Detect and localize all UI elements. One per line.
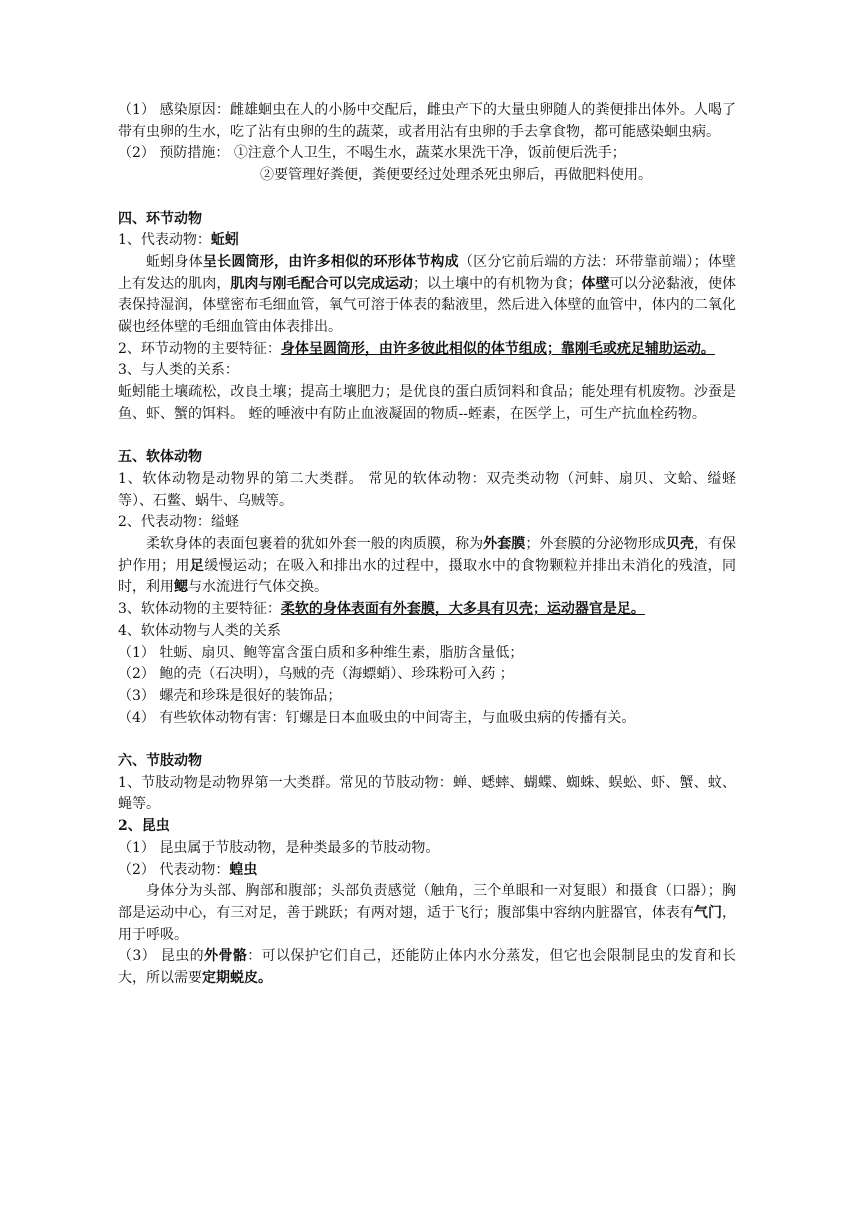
annelid-desc-t1: 蚯蚓身体 bbox=[146, 253, 203, 270]
annelid-feature-text: 身体呈圆筒形，由许多彼此相似的体节组成；靠刚毛或疣足辅助运动。 bbox=[280, 340, 715, 357]
exoskeleton-desc-b2: 定期蜕皮。 bbox=[202, 970, 272, 987]
annelid-desc-t4: ；以土壤中的有机物为食； bbox=[412, 275, 582, 292]
insect-item2 bbox=[118, 860, 736, 882]
roundworm-cause bbox=[118, 100, 736, 143]
annelid-desc-t5: 可以分泌黏液，使体表保持湿润，体壁密布毛细血管，氧气可溶于体表的黏液里，然后进入体壁的血管中，体内的二氧化碳也经体壁的毛细血管由体表排出。 bbox=[118, 275, 737, 336]
mollusc-relation-4: （4） 有些软体动物有害：钉螺是日本血吸虫的中间寄主，与血吸虫病的传播有关。 bbox=[118, 709, 636, 726]
roundworm-prevention-label: （2） 预防措施： bbox=[118, 145, 230, 162]
annelid-feature-label: 2、环节动物的主要特征： bbox=[118, 340, 281, 357]
mollusc-desc-b3: 足 bbox=[189, 557, 205, 574]
roundworm-cause-text: 雌雄蛔虫在人的小肠中交配后，雌虫产下的大量虫卵随人的粪便排出体外。人喝了带有虫卵的生水，吃了沾有虫卵的生的蔬菜，或者用沾有虫卵的手去拿食物，都可能感染蛔虫病。 bbox=[118, 102, 737, 140]
annelid-feature bbox=[118, 339, 736, 361]
annelid-heading: 四、环节动物 bbox=[118, 210, 202, 227]
annelid-desc-b2: 由许多相似的环形体节构成 bbox=[288, 253, 459, 270]
locust-desc-t2: ，用于呼吸。 bbox=[118, 904, 736, 943]
mollusc-feature bbox=[118, 599, 736, 621]
mollusc-heading: 五、软体动物 bbox=[118, 449, 202, 466]
annelid-rep-name: 蚯蚓 bbox=[210, 232, 239, 249]
roundworm-prevention bbox=[118, 143, 736, 165]
roundworm-cause-label: （1） 感染原因： bbox=[118, 102, 230, 118]
mollusc-desc-t1: 柔软身体的表面包裹着的犹如外套一般的肉质膜，称为 bbox=[146, 536, 484, 553]
roundworm-prevention-item2: ②要管理好粪便，粪便要经过处理杀死虫卵后，再做肥料使用。 bbox=[260, 167, 652, 184]
roundworm-prevention-item1: ①注意个人卫生，不喝生水，蔬菜水果洗干净，饭前便后洗手； bbox=[233, 145, 626, 162]
annelid-desc bbox=[118, 252, 736, 339]
mollusc-desc-b4: 鳃 bbox=[174, 579, 188, 596]
mollusc-relation-title: 4、软体动物与人类的关系 bbox=[118, 622, 281, 639]
mollusc-relation-1: （1） 牡蛎、扇贝、鲍等富含蛋白质和多种维生素，脂肪含量低； bbox=[118, 644, 524, 661]
mollusc-desc-t5: 与水流进行气体交换。 bbox=[188, 579, 328, 596]
mollusc-feature-text: 柔软的身体表面有外套膜，大多具有贝壳；运动器官是足。 bbox=[280, 601, 645, 618]
mollusc-desc-b2: 贝壳 bbox=[665, 536, 694, 553]
annelid-desc-b3: 肌肉与刚毛配合可以完成运动 bbox=[230, 275, 413, 292]
insect-item2-name: 蝗虫 bbox=[229, 861, 258, 878]
annelid-relation-label: 3、与人类的关系： bbox=[118, 362, 239, 379]
insect-item2-label: （2） 代表动物： bbox=[118, 861, 230, 878]
annelid-relation-text: 蚯蚓能土壤疏松，改良土壤；提高土壤肥力；是优良的蛋白质饲料和食品；能处理有机废物。沙蚕是鱼、虾、蟹的饵料。 蛭的唾液中有防止血液凝固的物质--蛭素，在医学上，可生产抗血栓药物。 bbox=[118, 384, 736, 422]
mollusc-relation-3: （3） 螺壳和珍珠是很好的装饰品； bbox=[118, 687, 342, 704]
locust-desc-t1: 身体分为头部、胸部和腹部；头部负责感觉（触角，三个单眼和一对复眼）和摄食（口器）；胸部是运动中心，有三对足，善于跳跃；有两对翅，适于飞行；腹部集中容纳内脏器官，体表有 bbox=[118, 883, 736, 921]
arthropod-item1: 1、节肢动物是动物界第一大类群。常见的节肢动物：蝉、蟋蟀、蝴蝶、蜘蛛、蜈蚣、虾、蟹、蚊、蝇等。 bbox=[118, 774, 736, 813]
mollusc-rep: 2、代表动物：缢蛏 bbox=[118, 514, 239, 531]
annelid-rep-label: 1、代表动物： bbox=[118, 232, 211, 249]
annelid-desc-b1: 呈长圆筒形 bbox=[202, 253, 274, 270]
mollusc-feature-label: 3、软体动物的主要特征： bbox=[118, 601, 281, 618]
insect-item1: （1） 昆虫属于节肢动物，是种类最多的节肢动物。 bbox=[118, 839, 440, 856]
annelid-desc-b4: 体壁 bbox=[581, 275, 610, 292]
mollusc-relation-2: （2） 鲍的壳（石决明），乌贼的壳（海螵蛸）、珍珠粉可入药 ； bbox=[118, 666, 514, 683]
mollusc-desc-t4: 缓慢运动；在吸入和排出水的过程中，摄取水中的食物颗粒并排出未消化的残渣，同时，利用 bbox=[118, 557, 737, 596]
exoskeleton-desc-b1: 外骨骼 bbox=[204, 948, 248, 965]
locust-desc-b1: 气门 bbox=[693, 904, 722, 921]
mollusc-desc-t2: ；外套膜的分泌物形成 bbox=[525, 536, 666, 553]
locust-desc bbox=[118, 881, 736, 946]
document-page bbox=[118, 100, 736, 990]
annelid-rep bbox=[118, 230, 736, 252]
annelid-desc-t3: （区分它前后端的方法：环带靠前端）；体壁上有发达的肌肉， bbox=[118, 253, 737, 292]
mollusc-item1: 1、软体动物是动物界的第二大类群。 常见的软体动物：双壳类动物（河蚌、扇贝、文蛤、缢蛏等）、石鳖、蜗牛、乌贼等。 bbox=[118, 470, 736, 509]
mollusc-desc bbox=[118, 534, 736, 599]
insect-heading: 2、昆虫 bbox=[118, 818, 170, 835]
annelid-desc-t2: ， bbox=[274, 253, 289, 270]
exoskeleton-desc bbox=[118, 946, 736, 989]
exoskeleton-desc-t2: ：可以保护它们自己，还能防止体内水分蒸发，但它也会限制昆虫的发育和长大，所以需要 bbox=[118, 948, 737, 987]
mollusc-desc-b1: 外套膜 bbox=[483, 536, 526, 553]
mollusc-desc-t3: ，有保护作用；用 bbox=[118, 536, 737, 574]
exoskeleton-desc-t1: （3） 昆虫的 bbox=[118, 948, 205, 965]
arthropod-heading: 六、节肢动物 bbox=[118, 753, 202, 770]
